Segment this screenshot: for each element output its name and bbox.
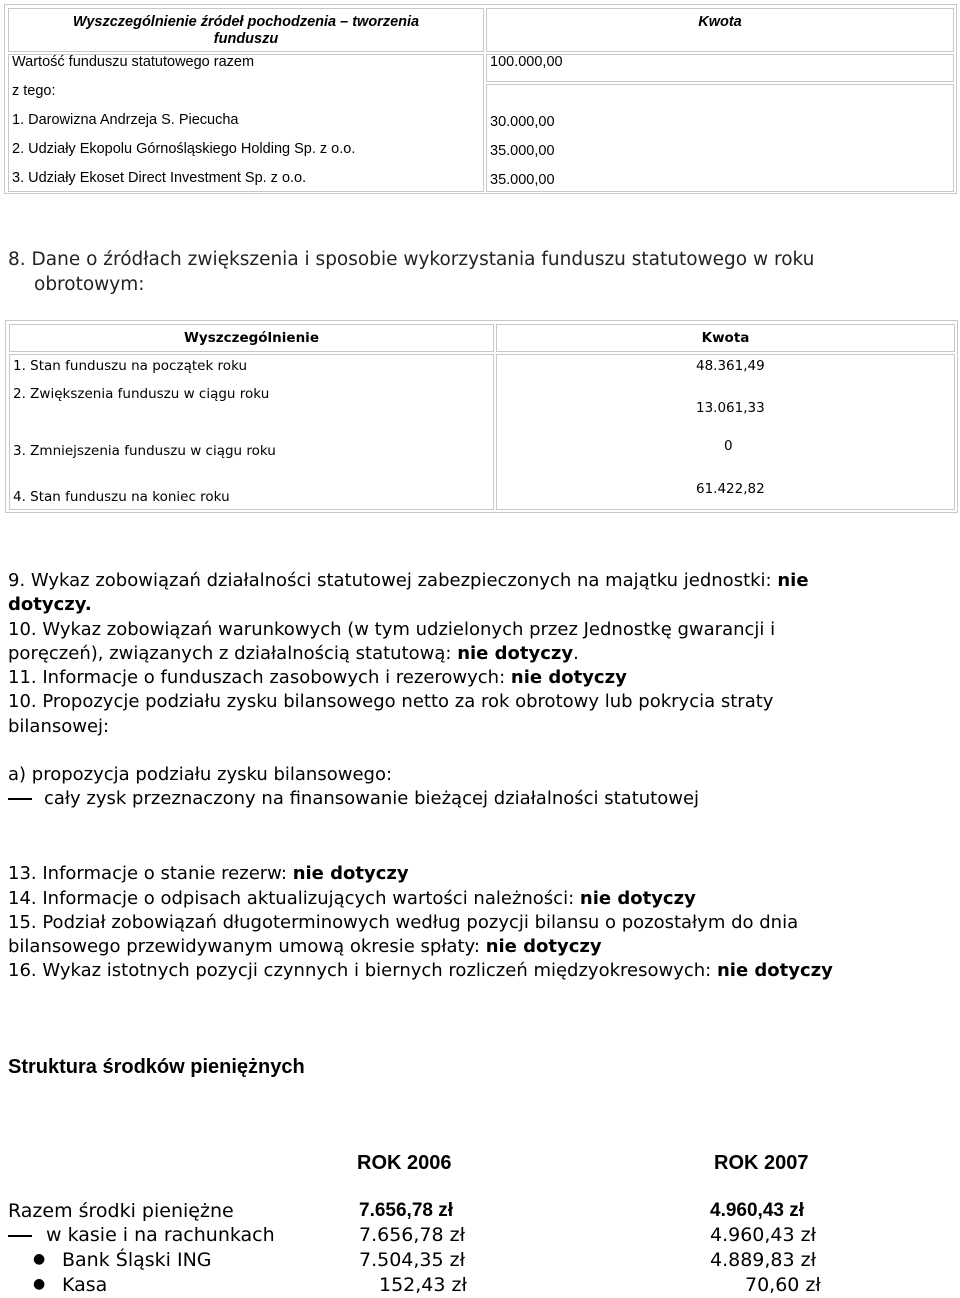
note-11-text: 11. Informacje o funduszach zasobowych i rezerowych: [8,667,511,688]
note-9-status: nie [777,570,809,591]
fund-row-value: 30.000,00 [490,114,555,130]
note-16 [8,959,833,983]
cash-row-2007: 4.889,83 zł [710,1249,817,1271]
fund-row-label: 1. Darowizna Andrzeja S. Piecucha [12,112,239,128]
cash-row-2006: 7.504,35 zł [359,1249,466,1271]
fund-change-label: 3. Zmniejszenia funduszu w ciągu roku [13,443,276,459]
cash-row-label: Razem środki pieniężne [8,1200,234,1222]
fund-row-value: 35.000,00 [490,172,555,188]
dash-icon [8,1235,32,1237]
note-16-text: 16. Wykaz istotnych pozycji czynnych i biernych rozliczeń międzyokresowych: [8,960,717,981]
note-9-line-1 [8,569,809,593]
fund-change-value: 48.361,49 [696,358,765,374]
fund-sources-table [4,4,957,194]
fund-changes-table [5,320,958,513]
note-15-status: nie dotyczy [485,936,602,957]
note-10-line-2 [8,642,579,666]
note-9-text: 9. Wykaz zobowiązań działalności statutowej zabezpieczonych na majątku jednostki: [8,570,778,591]
proposal-item [8,787,699,811]
fund-change-label: 1. Stan funduszu na początek roku [13,358,248,374]
cash-row-2007: 70,60 zł [745,1274,821,1296]
note-10-line-1: 10. Wykaz zobowiązań warunkowych (w tym udzielonych przez Jednostkę gwarancji i [8,619,776,640]
note-10-text: poręczeń), związanych z działalnością statutową: [8,643,458,664]
note-10-status: nie dotyczy [457,643,574,664]
fund-row-label: z tego: [12,83,56,99]
fund-sources-header-label [8,8,484,52]
note-11 [8,666,627,690]
fund-sources-header-amount-text: Kwota [698,14,742,30]
note-9-line-2: dotyczy. [8,594,92,615]
cash-row-label-text: w kasie i na rachunkach [46,1224,275,1246]
fund-sources-header-text: Wyszczególnienie źródeł pochodzenia – tworzenia funduszu [72,14,420,47]
fund-change-label: 4. Stan funduszu na koniec roku [13,489,230,505]
note-11-status: nie dotyczy [510,667,627,688]
cash-col-2006: ROK 2006 [357,1152,452,1174]
note-10p-line-2: bilansowej: [8,716,110,737]
bullet-icon: ● [33,1276,46,1292]
fund-changes-label-column [9,354,494,510]
fund-change-value: 61.422,82 [696,481,765,497]
note-13-status: nie dotyczy [292,863,409,884]
fund-row-label: 3. Udziały Ekoset Direct Investment Sp. z o.o. [12,170,307,186]
note-15-line-2 [8,935,602,959]
fund-row-label: Wartość funduszu statutowego razem [12,54,255,70]
cash-row-label: Bank Śląski ING [62,1249,212,1271]
fund-change-value: 0 [724,438,733,454]
cash-row-2006: 7.656,78 zł [359,1224,466,1246]
note-13 [8,862,409,886]
cash-row-2007: 4.960,43 zł [710,1224,817,1246]
cash-row-2006: 152,43 zł [379,1274,467,1296]
note-14 [8,887,696,911]
note-10-period: . [573,643,579,664]
fund-sources-header-amount [486,8,954,52]
section-8-line-1: 8. Dane o źródłach zwiększenia i sposobie wykorzystania funduszu statutowego w roku [8,249,815,270]
proposal-item-text: cały zysk przeznaczony na finansowanie bieżącej działalności statutowej [44,788,700,809]
note-13-text: 13. Informacje o stanie rezerw: [8,863,293,884]
fund-changes-header-amount: Kwota [701,330,750,346]
fund-sources-values-cell [486,84,954,192]
cash-title: Struktura środków pieniężnych [8,1056,305,1078]
fund-change-label: 2. Zwiększenia funduszu w ciągu roku [13,386,270,402]
fund-row-value: 100.000,00 [490,54,563,70]
fund-changes-header-label: Wyszczególnienie [184,330,319,346]
note-15-line-1: 15. Podział zobowiązań długoterminowych według pozycji bilansu o pozostałym do dnia [8,912,799,933]
cash-row-2007: 4.960,43 zł [710,1200,805,1221]
note-10p-line-1: 10. Propozycje podziału zysku bilansowego netto za rok obrotowy lub pokrycia straty [8,691,774,712]
note-14-text: 14. Informacje o odpisach aktualizujących wartości należności: [8,888,580,909]
fund-row-label: 2. Udziały Ekopolu Górnośląskiego Holding Sp. z o.o. [12,141,356,157]
cash-row-label: Kasa [62,1274,108,1296]
note-14-status: nie dotyczy [579,888,696,909]
proposal-heading: a) propozycja podziału zysku bilansowego: [8,764,393,785]
cash-row-label [8,1223,275,1247]
note-16-status: nie dotyczy [716,960,833,981]
dash-icon [8,798,32,800]
cash-col-2007: ROK 2007 [714,1152,809,1174]
section-8-line-2: obrotowym: [34,274,145,295]
note-15-text: bilansowego przewidywanym umową okresie spłaty: [8,936,486,957]
bullet-icon: ● [33,1251,46,1267]
fund-change-value: 13.061,33 [696,400,765,416]
fund-row-value: 35.000,00 [490,143,555,159]
cash-row-2006: 7.656,78 zł [359,1200,454,1221]
